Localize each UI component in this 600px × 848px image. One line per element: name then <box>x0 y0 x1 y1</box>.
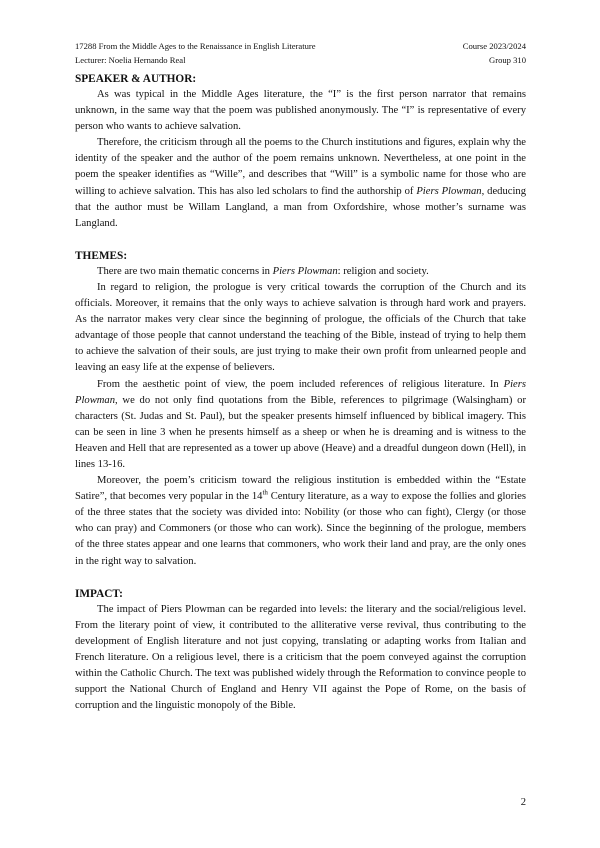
speaker-paragraph-2: Therefore, the criticism through all the poems to the Church institutions and figures, explain why the identity of the speaker and the author of the poem remains unknown. Nevertheless, at one point in the poem the speaker identifies as “Wille”, and describes that “Will” is a symbolic name for those who are willing to achieve salvation. This has also led scholars to find the authorship of Piers Plowman, deducing that the author must be Willam Langland, a man from Oxfordshire, whose mother’s surname was Langland. <box>75 137 526 229</box>
title-piers-plowman: Piers Plowman <box>416 185 482 197</box>
impact-paragraph-1: The impact of Piers Plowman can be regarded into levels: the literary and the social/religious level. From the literary point of view, it contributed to the alliterative verse revival, thus contributing to the development of English literature and not just copying, translating or adapting works from Italian and French literature. On a religious level, there is a criticism that the poem conveyed against the corruption within the Catholic Church. The text was published widely through the Reformation to convince people to support the National Church of England and Henry VII against the Pope of Rome, on the basis of corruption and the linguistic monopoly of the Bible. <box>75 603 526 712</box>
speaker-heading: SPEAKER & AUTHOR: <box>75 73 197 85</box>
header-line-2 <box>75 55 526 66</box>
title-piers-plowman: Piers Plowman <box>75 378 526 406</box>
page-number: 2 <box>520 797 526 808</box>
speaker-paragraph-1: As was typical in the Middle Ages literature, the “I” is the first person narrator that remains unknown, in the same way that the poem was published anonymously. The “I” is representative of every person who wants to achieve salvation. <box>75 89 526 133</box>
themes-paragraph-2: In regard to religion, the prologue is very critical towards the corruption of the Church and its officials. Moreover, it remains that the only ways to achieve salvation is through hard work and prayers. As the narrator makes very clear since the beginning of prologue, the officials of the Church that take advantage of those people that cannot understand the teaching of the Bible, instead of trying to help them to achieve the salvation of their souls, are just trying to make their own profit from unlearned people and leaving an easy life at the expense of believers. <box>75 281 526 374</box>
document-body <box>75 71 526 714</box>
group: Group 310 <box>489 55 526 65</box>
course-title: 17288 From the Middle Ages to the Renaissance in English Literature <box>75 41 316 51</box>
header-line-1 <box>75 41 526 52</box>
title-piers-plowman: Piers Plowman <box>272 265 338 277</box>
course-year: Course 2023/2024 <box>462 41 526 51</box>
lecturer: Lecturer: Noelia Hernando Real <box>75 55 186 65</box>
themes-paragraph-3: From the aesthetic point of view, the poem included references of religious literature. In Piers Plowman, we do not only find quotations from the Bible, references to pilgrimage (Walsingham) or characters (St. Judas and St. Paul), but the speaker presents himself influenced by biblical imagery. This can be seen in line 3 when he presents himself as a sheep or when he is dreaming and is witness to the Heaven and Hell that are represented as a tower up above (Heave) and a dreadful dungeon down (Hell), in lines 13-16. <box>75 378 526 470</box>
themes-paragraph-4: Moreover, the poem’s criticism toward the religious institution is embedded within the “Estate Satire”, that becomes very popular in the 14th Century literature, as a way to expose the follies and glories of the three states that the society was divided into: Nobility (or those who can fight), Clergy (or those who can pray) and Commoners (or those who can work). Since the beginning of the prologue, members of the three states appear and one learns that commoners, who work their land and pray, are the only ones in the right way to salvation. <box>75 475 526 567</box>
impact-heading: IMPACT: <box>75 587 123 600</box>
themes-heading: THEMES: <box>75 249 128 262</box>
themes-paragraph-1: There are two main thematic concerns in Piers Plowman: religion and society. <box>97 265 429 277</box>
